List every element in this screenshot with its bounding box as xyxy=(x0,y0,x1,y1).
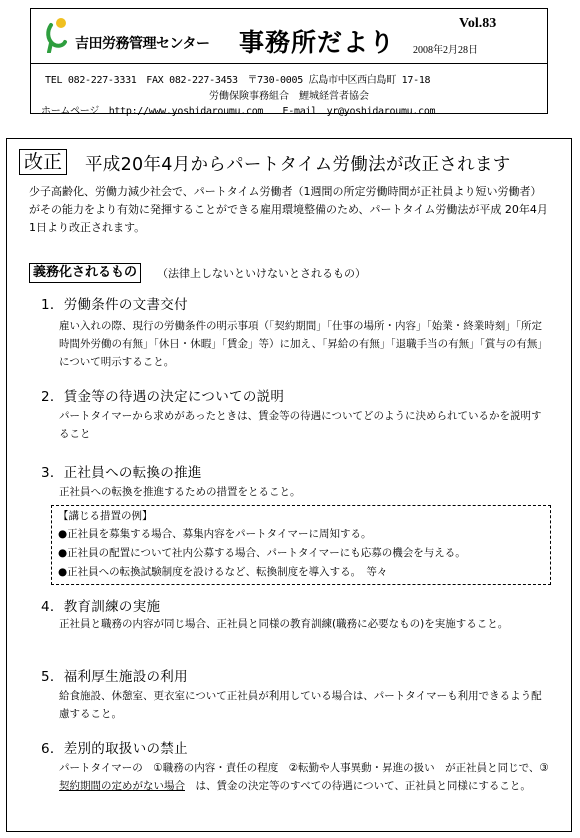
measure-item: ●正社員の配置について社内公募する場合、パートタイマーにも応募の機会を与える。 xyxy=(58,547,466,559)
measures-example-box xyxy=(51,505,551,585)
section-heading-5: 5．福利厚生施設の利用 xyxy=(41,669,188,685)
company-logo-icon xyxy=(45,17,71,53)
section-body-1: 雇い入れの際、現行の労働条件の明示事項（「契約期間」「仕事の場所・内容」「始業・終業時刻」「所定時間外労働の有無」「休日・休暇」「賃金」等）に加え、「昇給の有無」「退職手当の有無」「賞与の有無」について明示すること。 xyxy=(59,320,548,368)
section-body-6 xyxy=(59,759,549,795)
contact-web-email: ホームページ http://www.yoshidaroumu.com E-mail yr@yoshidaroumu.com xyxy=(41,106,436,117)
section-heading-6: 6．差別的取扱いの禁止 xyxy=(41,741,188,757)
section-body-6-underlined: 契約期間の定めがない場合 xyxy=(59,780,185,792)
issue-date: 2008年2月28日 xyxy=(413,45,478,56)
section-body-5: 給食施設、休憩室、更衣室について正社員が利用している場合は、パートタイマーも利用できるよう配慮すること。 xyxy=(59,690,542,720)
section-body-4: 正社員と職務の内容が同じ場合、正社員と同様の教育訓練(職務に必要なもの)を実施すること。 xyxy=(59,618,509,630)
revision-badge: 改正 xyxy=(19,149,67,175)
header-divider xyxy=(31,63,547,64)
section-heading-1: 1．労働条件の文書交付 xyxy=(41,297,188,313)
volume-number: Vol.83 xyxy=(459,16,497,31)
newsletter-header xyxy=(30,8,548,117)
section-heading-3: 3．正社員への転換の推進 xyxy=(41,465,202,481)
org-name: 吉田労務管理センター xyxy=(75,36,210,52)
obligation-note: （法律上しないといけないとされるもの） xyxy=(157,267,366,280)
section-body-6-part1: パートタイマーの ①職務の内容・責任の程度 ②転勤や人事異動・昇進の扱い が正社員と同じで、③ xyxy=(59,762,549,774)
measures-title: 【講じる措置の例】 xyxy=(58,510,153,522)
section-body-2: パートタイマーから求めがあったときは、賃金等の待遇についてどのように決められているかを説明すること xyxy=(59,410,542,440)
contact-phone-address: TEL 082-227-3331 FAX 082-227-3453 〒730-0005 広島市中区西白島町 17-18 xyxy=(45,75,431,86)
obligation-label: 義務化されるもの xyxy=(29,263,141,283)
section-heading-2: 2．賃金等の待遇の決定についての説明 xyxy=(41,389,285,405)
section-body-6-part2: は、賃金の決定等のすべての待遇について、正社員と同様にすること。 xyxy=(185,780,531,792)
measure-item: ●正社員への転換試験制度を設けるなど、転換制度を導入する。 等々 xyxy=(58,566,388,578)
article-box xyxy=(6,138,572,832)
article-intro: 少子高齢化、労働力減少社会で、パートタイム労働者（1週間の所定労働時間が正社員より短い労働者）がその能力をより有効に発揮することができる雇用環境整備のため、パートタイム労働法が平成 20年4月1日より改正されます。 xyxy=(29,185,548,234)
contact-association: 労働保険事務組合 鯉城経営者協会 xyxy=(209,91,369,102)
measure-item: ●正社員を募集する場合、募集内容をパートタイマーに周知する。 xyxy=(58,528,372,540)
section-body-3: 正社員への転換を推進するための措置をとること。 xyxy=(59,486,301,498)
article-title: 平成20年4月からパートタイム労働法が改正されます xyxy=(85,155,511,175)
newsletter-title: 事務所だより xyxy=(239,28,396,57)
section-heading-4: 4．教育訓練の実施 xyxy=(41,599,161,615)
